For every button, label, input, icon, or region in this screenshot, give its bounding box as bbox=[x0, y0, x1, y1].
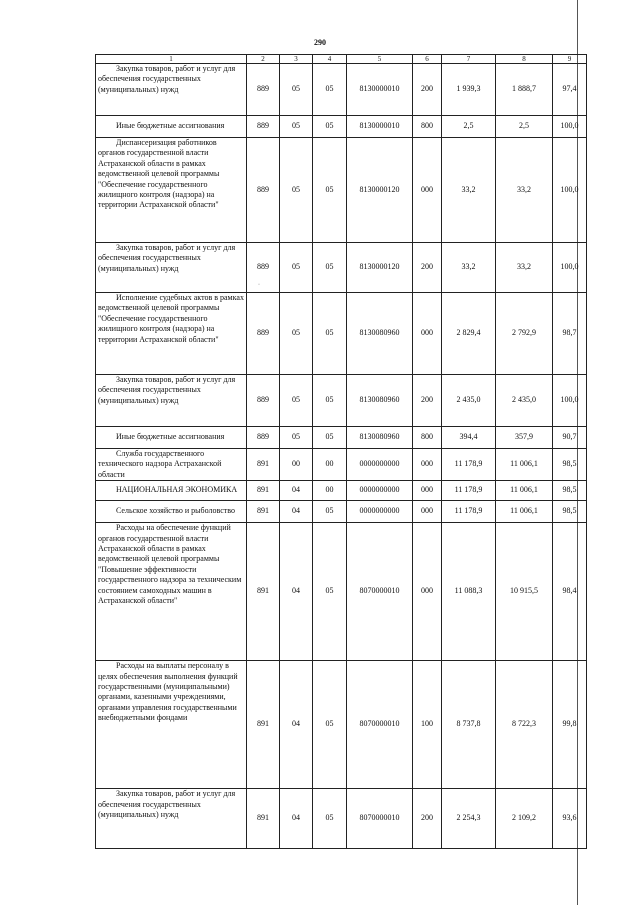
cell-c4: 05 bbox=[313, 523, 347, 661]
cell-c7: 394,4 bbox=[442, 427, 496, 449]
cell-c7: 11 178,9 bbox=[442, 481, 496, 501]
cell-c5: 0000000000 bbox=[347, 481, 413, 501]
cell-c3: 04 bbox=[280, 661, 313, 789]
cell-c6: 000 bbox=[413, 138, 442, 243]
cell-c3: 05 bbox=[280, 138, 313, 243]
cell-c2: 891 bbox=[247, 501, 280, 523]
cell-c5: 8130080960 bbox=[347, 375, 413, 427]
cell-c8: 11 006,1 bbox=[496, 449, 553, 481]
cell-c2: 889 bbox=[247, 116, 280, 138]
cell-c5: 8070000010 bbox=[347, 789, 413, 849]
cell-c2: 891 bbox=[247, 661, 280, 789]
table-row bbox=[96, 661, 587, 789]
cell-c6: 000 bbox=[413, 293, 442, 375]
cell-c4: 05 bbox=[313, 427, 347, 449]
cell-c9: 97,4 bbox=[553, 64, 587, 116]
cell-c8: 2 109,2 bbox=[496, 789, 553, 849]
row-description: Сельское хозяйство и рыболовство bbox=[96, 501, 247, 523]
cell-c2: 889 bbox=[247, 64, 280, 116]
cell-c6: 200 bbox=[413, 64, 442, 116]
cell-c3: 05 bbox=[280, 64, 313, 116]
cell-c8: 8 722,3 bbox=[496, 661, 553, 789]
row-description: Иные бюджетные ассигнования bbox=[96, 427, 247, 449]
row-description: Закупка товаров, работ и услуг для обеспечения государственных (муниципальных) нужд bbox=[96, 64, 247, 116]
page-number: 290 bbox=[314, 38, 326, 47]
cell-c8: 33,2 bbox=[496, 243, 553, 293]
cell-c6: 200 bbox=[413, 789, 442, 849]
cell-c7: 2 254,3 bbox=[442, 789, 496, 849]
cell-c8: 2 792,9 bbox=[496, 293, 553, 375]
cell-c7: 11 088,3 bbox=[442, 523, 496, 661]
cell-c8: 357,9 bbox=[496, 427, 553, 449]
cell-c6: 000 bbox=[413, 449, 442, 481]
cell-c6: 200 bbox=[413, 243, 442, 293]
cell-c2: 889 bbox=[247, 138, 280, 243]
cell-c7: 11 178,9 bbox=[442, 449, 496, 481]
cell-c9: 100,0 bbox=[553, 116, 587, 138]
cell-c8: 10 915,5 bbox=[496, 523, 553, 661]
cell-c9: 98,5 bbox=[553, 449, 587, 481]
budget-table bbox=[95, 54, 587, 849]
cell-c6: 100 bbox=[413, 661, 442, 789]
cell-c5: 8070000010 bbox=[347, 661, 413, 789]
header-cell: 3 bbox=[280, 55, 313, 64]
cell-c5: 8130000010 bbox=[347, 64, 413, 116]
cell-c4: 05 bbox=[313, 661, 347, 789]
cell-c9: 98,5 bbox=[553, 481, 587, 501]
cell-c3: 05 bbox=[280, 427, 313, 449]
cell-c6: 000 bbox=[413, 523, 442, 661]
cell-c2: 891 bbox=[247, 523, 280, 661]
cell-c2: 889 bbox=[247, 243, 280, 293]
row-description: Диспансеризация работников органов государственной власти Астраханской области в рамках ведомственной целевой программы "Обеспечение государственного жилищного контроля (надзора) на территории Астраханской области" bbox=[96, 138, 247, 243]
cell-c3: 00 bbox=[280, 449, 313, 481]
cell-c3: 05 bbox=[280, 116, 313, 138]
cell-c5: 8130080960 bbox=[347, 293, 413, 375]
cell-c7: 8 737,8 bbox=[442, 661, 496, 789]
cell-c3: 04 bbox=[280, 481, 313, 501]
row-description: Расходы на обеспечение функций органов государственной власти Астраханской области в рамках ведомственной целевой программы "Повышение эффективности государственного надзора за техническим состоянием самоходных машин в Астраханской области" bbox=[96, 523, 247, 661]
table-row bbox=[96, 449, 587, 481]
table-row bbox=[96, 789, 587, 849]
cell-c6: 000 bbox=[413, 481, 442, 501]
cell-c5: 8130000010 bbox=[347, 116, 413, 138]
cell-c5: 8070000010 bbox=[347, 523, 413, 661]
table-row bbox=[96, 523, 587, 661]
cell-c3: 04 bbox=[280, 501, 313, 523]
header-cell: 8 bbox=[496, 55, 553, 64]
cell-c4: 05 bbox=[313, 789, 347, 849]
scan-speck: · bbox=[258, 282, 260, 288]
row-description: Расходы на выплаты персоналу в целях обеспечения выполнения функций государственными (муниципальными) органами, казенными учреждениями, органами управления государственными внебюджетными фондами bbox=[96, 661, 247, 789]
row-description: Закупка товаров, работ и услуг для обеспечения государственных (муниципальных) нужд bbox=[96, 375, 247, 427]
table-row bbox=[96, 501, 587, 523]
cell-c4: 05 bbox=[313, 138, 347, 243]
cell-c3: 05 bbox=[280, 375, 313, 427]
cell-c8: 33,2 bbox=[496, 138, 553, 243]
cell-c5: 0000000000 bbox=[347, 449, 413, 481]
cell-c7: 2 435,0 bbox=[442, 375, 496, 427]
cell-c6: 200 bbox=[413, 375, 442, 427]
cell-c3: 05 bbox=[280, 293, 313, 375]
cell-c7: 2 829,4 bbox=[442, 293, 496, 375]
table-row bbox=[96, 427, 587, 449]
cell-c8: 11 006,1 bbox=[496, 481, 553, 501]
cell-c9: 98,7 bbox=[553, 293, 587, 375]
cell-c9: 90,7 bbox=[553, 427, 587, 449]
cell-c8: 11 006,1 bbox=[496, 501, 553, 523]
table-row bbox=[96, 64, 587, 116]
cell-c5: 0000000000 bbox=[347, 501, 413, 523]
cell-c2: 891 bbox=[247, 449, 280, 481]
cell-c9: 98,5 bbox=[553, 501, 587, 523]
cell-c4: 05 bbox=[313, 501, 347, 523]
cell-c7: 33,2 bbox=[442, 138, 496, 243]
cell-c3: 04 bbox=[280, 523, 313, 661]
cell-c2: 891 bbox=[247, 481, 280, 501]
row-description: Закупка товаров, работ и услуг для обеспечения государственных (муниципальных) нужд bbox=[96, 243, 247, 293]
header-cell: 1 bbox=[96, 55, 247, 64]
cell-c4: 00 bbox=[313, 481, 347, 501]
table-row bbox=[96, 243, 587, 293]
cell-c3: 05 bbox=[280, 243, 313, 293]
row-description: Закупка товаров, работ и услуг для обеспечения государственных (муниципальных) нужд bbox=[96, 789, 247, 849]
cell-c7: 2,5 bbox=[442, 116, 496, 138]
cell-c2: 889 bbox=[247, 293, 280, 375]
cell-c6: 800 bbox=[413, 427, 442, 449]
cell-c8: 2,5 bbox=[496, 116, 553, 138]
table-row bbox=[96, 138, 587, 243]
header-cell: 5 bbox=[347, 55, 413, 64]
table-row bbox=[96, 481, 587, 501]
header-cell: 4 bbox=[313, 55, 347, 64]
cell-c5: 8130000120 bbox=[347, 243, 413, 293]
cell-c9: 99,8 bbox=[553, 661, 587, 789]
cell-c4: 05 bbox=[313, 375, 347, 427]
cell-c4: 05 bbox=[313, 116, 347, 138]
cell-c2: 889 bbox=[247, 375, 280, 427]
row-description: НАЦИОНАЛЬНАЯ ЭКОНОМИКА bbox=[96, 481, 247, 501]
header-cell: 7 bbox=[442, 55, 496, 64]
cell-c9: 100,0 bbox=[553, 138, 587, 243]
cell-c4: 05 bbox=[313, 293, 347, 375]
cell-c7: 1 939,3 bbox=[442, 64, 496, 116]
header-cell: 2 bbox=[247, 55, 280, 64]
table-row bbox=[96, 375, 587, 427]
row-description: Служба государственного технического надзора Астраханской области bbox=[96, 449, 247, 481]
table-row bbox=[96, 293, 587, 375]
cell-c2: 889 bbox=[247, 427, 280, 449]
cell-c6: 000 bbox=[413, 501, 442, 523]
cell-c3: 04 bbox=[280, 789, 313, 849]
cell-c5: 8130000120 bbox=[347, 138, 413, 243]
cell-c2: 891 bbox=[247, 789, 280, 849]
cell-c4: 05 bbox=[313, 64, 347, 116]
header-cell: 9 bbox=[553, 55, 587, 64]
cell-c4: 00 bbox=[313, 449, 347, 481]
row-description: Исполнение судебных актов в рамках ведомственной целевой программы "Обеспечение государственного жилищного контроля (надзора) на территории Астраханской области" bbox=[96, 293, 247, 375]
row-description: Иные бюджетные ассигнования bbox=[96, 116, 247, 138]
table-row bbox=[96, 116, 587, 138]
cell-c5: 8130080960 bbox=[347, 427, 413, 449]
cell-c9: 100,0 bbox=[553, 243, 587, 293]
cell-c7: 11 178,9 bbox=[442, 501, 496, 523]
header-row bbox=[96, 55, 587, 64]
cell-c4: 05 bbox=[313, 243, 347, 293]
cell-c9: 100,0 bbox=[553, 375, 587, 427]
header-cell: 6 bbox=[413, 55, 442, 64]
cell-c6: 800 bbox=[413, 116, 442, 138]
cell-c8: 2 435,0 bbox=[496, 375, 553, 427]
cell-c7: 33,2 bbox=[442, 243, 496, 293]
cell-c8: 1 888,7 bbox=[496, 64, 553, 116]
cell-c9: 98,4 bbox=[553, 523, 587, 661]
cell-c9: 93,6 bbox=[553, 789, 587, 849]
